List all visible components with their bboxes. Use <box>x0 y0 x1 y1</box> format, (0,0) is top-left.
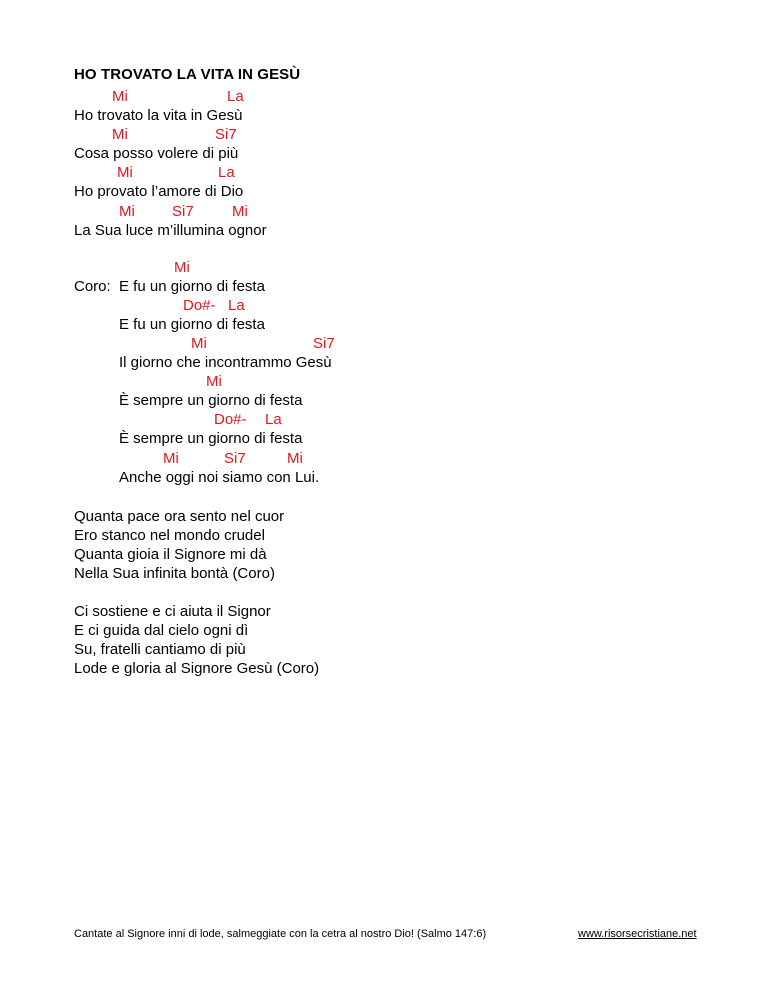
chord-v1-l2-a: Mi <box>112 126 128 143</box>
lyric-v1-l1: Ho trovato la vita in Gesù <box>74 107 243 124</box>
chord-ch-l4-a: Mi <box>206 373 222 390</box>
chord-ch-l5-a: Do#- <box>214 411 247 428</box>
chord-ch-l6-a: Mi <box>163 450 179 467</box>
lyric-ch-l4: È sempre un giorno di festa <box>119 392 303 409</box>
chord-ch-l2-b: La <box>228 297 245 314</box>
chord-v1-l4-b: Si7 <box>172 203 194 220</box>
lyric-ch-l2: E fu un giorno di festa <box>119 316 265 333</box>
lyric-v1-l3: Ho provato l’amore di Dio <box>74 183 244 200</box>
footer-website-link[interactable]: www.risorsecristiane.net <box>578 928 697 940</box>
lyric-v1-l4: La Sua luce m’illumina ognor <box>74 222 267 239</box>
lyric-v3-l4: Lode e gloria al Signore Gesù (Coro) <box>74 660 320 677</box>
lyric-v3-l2: E ci guida dal cielo ogni dì <box>74 622 249 639</box>
chord-v1-l1-a: Mi <box>112 88 128 105</box>
lyric-v3-l3: Su, fratelli cantiamo di più <box>74 641 246 658</box>
chord-v1-l2-b: Si7 <box>215 126 237 143</box>
lyric-ch-l3: Il giorno che incontrammo Gesù <box>119 354 332 371</box>
lyric-v2-l1: Quanta pace ora sento nel cuor <box>74 508 285 525</box>
chord-ch-l2-a: Do#- <box>183 297 216 314</box>
chord-ch-l3-a: Mi <box>191 335 207 352</box>
lyric-ch-l1: E fu un giorno di festa <box>119 278 265 295</box>
footer-quote: Cantate al Signore inni di lode, salmeggiate con la cetra al nostro Dio! (Salmo 147:6) <box>74 928 487 940</box>
lyric-v3-l1: Ci sostiene e ci aiuta il Signor <box>74 603 271 620</box>
chorus-label: Coro: <box>74 278 111 295</box>
lyric-ch-l5: È sempre un giorno di festa <box>119 430 303 447</box>
lyric-v2-l4: Nella Sua infinita bontà (Coro) <box>74 565 275 582</box>
chord-ch-l1-a: Mi <box>174 259 190 276</box>
chord-ch-l6-c: Mi <box>287 450 303 467</box>
chord-v1-l4-a: Mi <box>119 203 135 220</box>
chord-ch-l6-b: Si7 <box>224 450 246 467</box>
lyric-v1-l2: Cosa posso volere di più <box>74 145 239 162</box>
chord-v1-l4-c: Mi <box>232 203 248 220</box>
chord-ch-l3-b: Si7 <box>313 335 335 352</box>
chord-v1-l1-b: La <box>227 88 244 105</box>
song-title: HO TROVATO LA VITA IN GESÙ <box>74 66 301 83</box>
lyric-v2-l2: Ero stanco nel mondo crudel <box>74 527 265 544</box>
chord-ch-l5-b: La <box>265 411 282 428</box>
lyric-ch-l6: Anche oggi noi siamo con Lui. <box>119 469 320 486</box>
chord-v1-l3-b: La <box>218 164 235 181</box>
lyric-v2-l3: Quanta gioia il Signore mi dà <box>74 546 267 563</box>
chord-v1-l3-a: Mi <box>117 164 133 181</box>
